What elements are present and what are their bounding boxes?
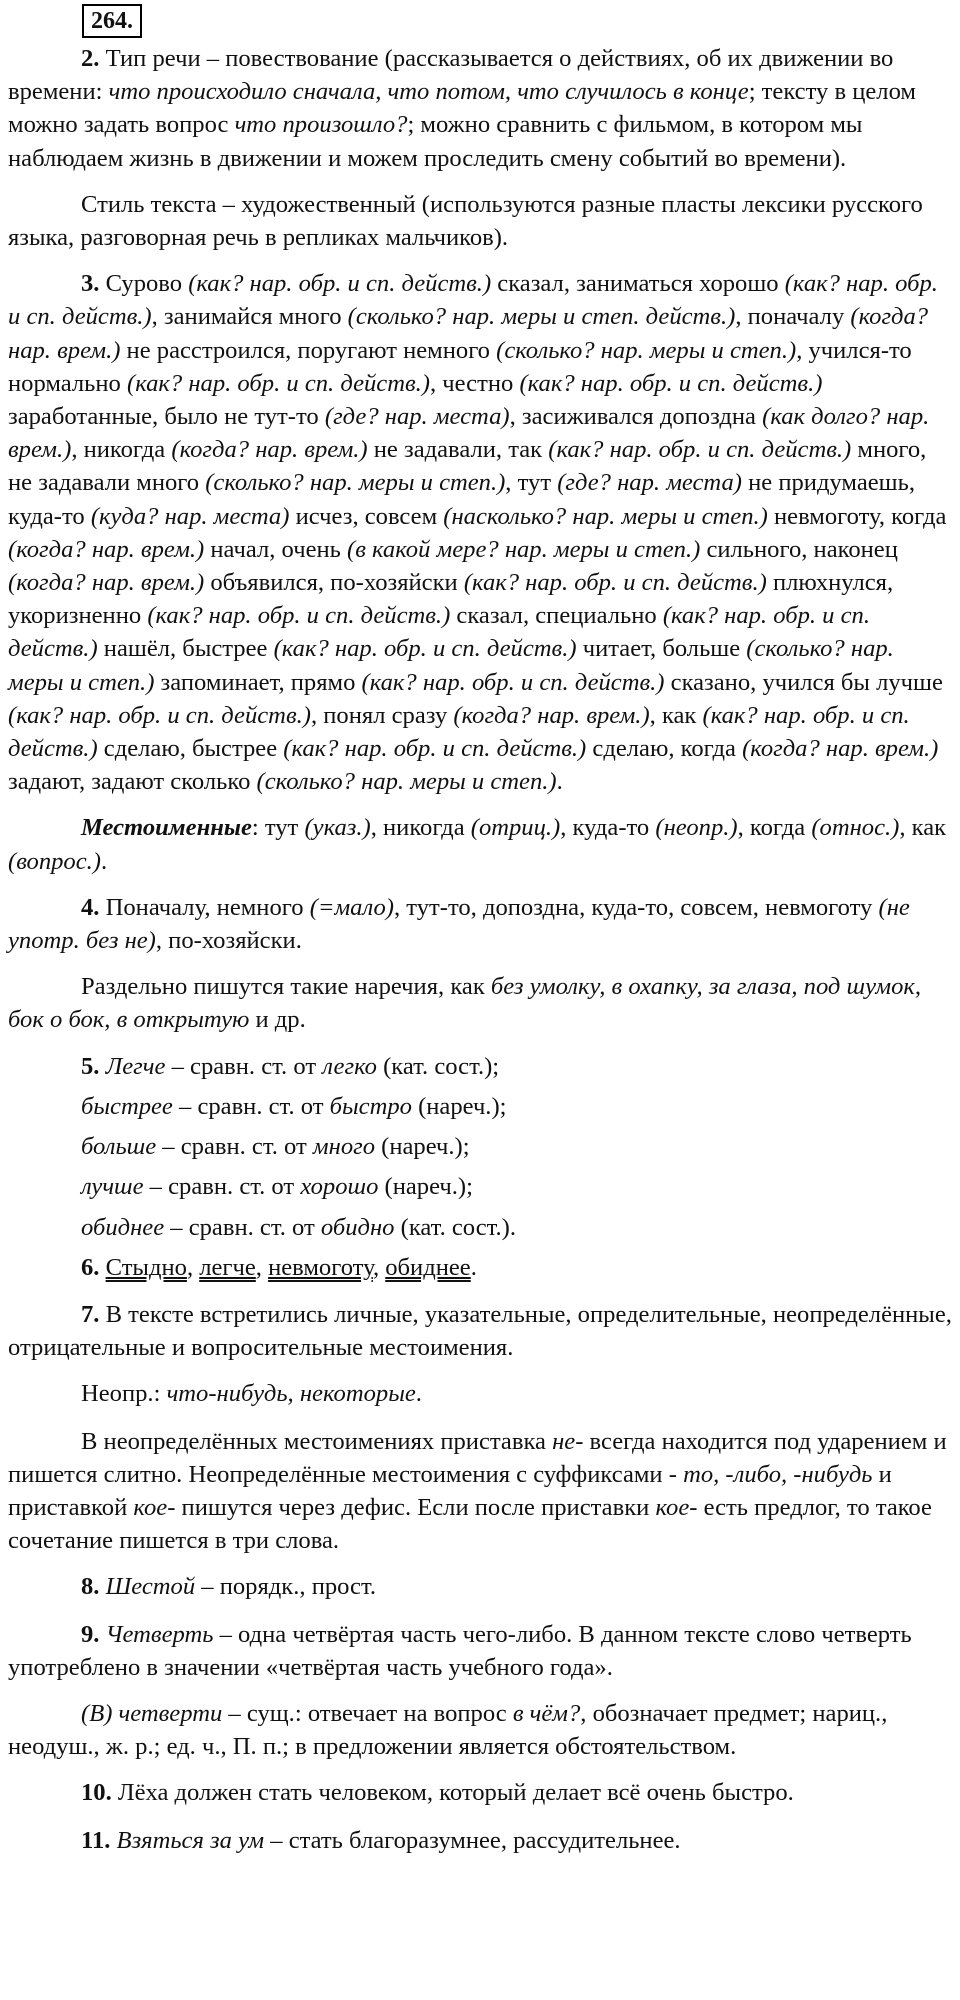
text-run: кое- [655, 1493, 698, 1521]
text-run: (как? нар. обр. и сп. действ.) [8, 270, 938, 331]
text-run: (когда? нар. врем.) [742, 735, 939, 763]
text-run: (сколько? нар. меры и степ.) [205, 469, 506, 497]
text-run: Легче [105, 1052, 166, 1080]
text-run: (В) четверти [81, 1699, 223, 1727]
text-run: невмоготу, когда [767, 502, 947, 530]
item-number: 7. [81, 1300, 100, 1328]
text-run: (когда? нар. врем.) [171, 436, 368, 464]
text-run: , [255, 1253, 269, 1281]
text-run: (как? нар. обр. и сп. действ.) [361, 668, 665, 696]
paragraph [8, 1251, 954, 1284]
text-run: (когда? нар. врем.) [8, 535, 205, 563]
paragraph [8, 1776, 954, 1809]
text-run: – порядк., прост. [195, 1573, 377, 1601]
answer-text [8, 42, 954, 1871]
text-run: Сурово [99, 270, 189, 298]
text-run: обиднее [385, 1253, 471, 1281]
text-run: запоминает, прямо [154, 668, 362, 696]
text-run: Четверть [105, 1620, 214, 1648]
text-run: не расстроился, поругают немного [120, 336, 497, 364]
text-run: (когда? нар. врем.) [453, 701, 650, 729]
text-run: (сколько? нар. меры и степ.) [496, 336, 797, 364]
text-run: (когда? нар. врем.) [8, 569, 205, 597]
text-run: (как? нар. обр. и сп. действ.) [147, 602, 451, 630]
text-run: (как? нар. обр. и сп. действ.) [519, 369, 823, 397]
text-run: обиднее [81, 1213, 165, 1241]
text-run: (=мало) [309, 893, 394, 921]
item-number: 5. [81, 1052, 100, 1080]
text-run: в чём? [512, 1699, 581, 1727]
text-run: пишутся через дефис. Если после приставки [175, 1493, 656, 1521]
text-run: сказано, учился бы лучше [664, 668, 943, 696]
paragraph [8, 42, 954, 175]
paragraph [8, 1130, 954, 1163]
text-run: , никогда [370, 814, 471, 842]
text-run: – сравн. ст. от [156, 1133, 313, 1161]
paragraph [8, 970, 954, 1036]
text-run: (как? нар. обр. и сп. действ.) [8, 602, 870, 663]
paragraph [8, 1211, 954, 1244]
text-run: , поначалу [735, 303, 851, 331]
paragraph [8, 1697, 954, 1763]
text-run: , тут [505, 469, 558, 497]
item-number: 3. [81, 270, 100, 298]
text-run: , честно [429, 369, 520, 397]
text-run: – сущ.: отвечает на вопрос [222, 1699, 513, 1727]
text-run: (как? нар. обр. и сп. действ.) [283, 735, 587, 763]
text-run: (как? нар. обр. и сп. действ.) [273, 635, 577, 663]
item-number: 11. [81, 1826, 111, 1854]
text-run: сильного, наконец [700, 535, 898, 563]
text-run: всегда находится под ударением и пишется слитно. Неопределённые местоимения с суффиксами - [8, 1427, 947, 1488]
text-run: заработанные, было не тут-то [8, 403, 325, 431]
text-run: невмоготу [268, 1253, 373, 1281]
item-number: 4. [81, 893, 100, 921]
text-run: (как? нар. обр. и сп. действ.) [127, 369, 430, 397]
text-run: (где? нар. места) [557, 469, 742, 497]
text-run: быстро [329, 1092, 412, 1120]
text-run: (как? нар. обр. и сп. действ.) [8, 701, 910, 763]
text-run: (как? нар. обр. и сп. действ.) [463, 569, 767, 597]
text-run: , [372, 1253, 386, 1281]
text-run: плюхнулся, укоризненно [8, 569, 894, 630]
text-run: начал, очень [204, 535, 348, 563]
text-run: , куда-то [560, 814, 656, 842]
text-run: лучше [81, 1173, 144, 1201]
item-number: 6. [81, 1253, 100, 1281]
text-run: В тексте встретились личные, указательные, определительные, неопределённые, отрицательные и вопросительные местоимения. [8, 1300, 952, 1362]
paragraph [8, 267, 954, 798]
text-run: (вопрос.) [8, 847, 101, 875]
text-run: (когда? нар. врем.) [8, 303, 929, 364]
text-run: Раздельно пишутся такие наречия, как [81, 973, 491, 1001]
text-run: (сколько? нар. меры и степ. действ.) [347, 303, 736, 331]
paragraph [8, 1170, 954, 1203]
text-run: сделаю, когда [586, 735, 743, 763]
text-run: не задавали, так [367, 436, 549, 464]
text-run: сказал, специально [450, 602, 663, 630]
task-number-box: 264. [82, 4, 142, 38]
text-run: , когда [737, 814, 812, 842]
paragraph [8, 1824, 954, 1857]
text-run: , никогда [71, 436, 172, 464]
text-run: , тут-то, допоздна, куда-то, совсем, невмоготу [393, 893, 879, 921]
paragraph [8, 1090, 954, 1123]
text-run: (как долго? нар. врем.) [8, 403, 930, 464]
item-number: 10. [81, 1779, 112, 1807]
text-run: . [470, 1253, 477, 1281]
item-number: 9. [81, 1620, 100, 1648]
text-run: ; тексту в целом можно задать вопрос [8, 78, 916, 139]
text-run: хорошо [300, 1173, 379, 1201]
paragraph [8, 811, 954, 877]
text-run: Лёха должен стать человеком, который делает всё очень быстро. [111, 1779, 794, 1807]
text-run: исчез, совсем [289, 502, 444, 530]
text-run: , [186, 1253, 200, 1281]
text-run: , как [649, 701, 703, 729]
text-run: обидно [320, 1213, 395, 1241]
text-run: (нареч.); [378, 1173, 473, 1201]
text-run: Местоименные [81, 814, 252, 842]
text-run: быстрее [81, 1092, 173, 1120]
text-run: (куда? нар. места) [90, 502, 290, 530]
text-run: . [415, 1380, 422, 1408]
text-run: (в какой мере? нар. меры и степ.) [347, 535, 701, 563]
text-run: Взяться за ум [116, 1826, 265, 1854]
text-run: объявился, по-хозяйски [204, 569, 464, 597]
text-run: (нареч.); [375, 1133, 470, 1161]
text-run: (кат. сост.). [394, 1213, 516, 1241]
text-run: не- [552, 1427, 584, 1455]
text-run: – сравн. ст. от [143, 1173, 301, 1201]
text-run: не придумаешь, куда-то [8, 469, 915, 530]
text-run: , по-хозяйски. [155, 927, 302, 955]
text-run: и приставкой [8, 1460, 892, 1521]
paragraph [8, 1570, 954, 1603]
text-run: (кат. сост.); [376, 1052, 500, 1080]
paragraph [8, 1425, 954, 1558]
text-run: Стиль текста – художественный (используются разные пласты лексики русского языка, разговорная речь в репликах мальчиков). [8, 190, 923, 252]
text-run: . [100, 847, 108, 875]
text-run: и др. [249, 1006, 306, 1034]
text-run: – одна четвёртая часть чего-либо. В данном тексте слово четверть употреблено в значении «четвёртая часть учебного года». [8, 1620, 912, 1681]
text-run: сделаю, быстрее [97, 735, 284, 763]
text-run: – сравн. ст. от [164, 1213, 321, 1241]
text-run: (как? нар. обр. и сп. действ.) [188, 270, 492, 298]
text-run: много, не задавали много [8, 436, 927, 497]
text-run: (указ.) [304, 814, 371, 842]
text-run: нашёл, быстрее [97, 635, 274, 663]
text-run: (сколько? нар. меры и степ.) [256, 768, 557, 796]
text-run: Поначалу, немного [99, 893, 310, 921]
text-run: (как? нар. обр. и сп. действ.) [8, 701, 311, 729]
text-run: , обозначает предмет; нариц., неодуш., ж. р.; ед. ч., П. п.; в предложении является обстоятельством. [8, 1699, 888, 1761]
text-run: Тип речи – повествование (рассказывается о действиях, об их движении во времени: [8, 45, 894, 106]
paragraph [8, 1050, 954, 1083]
text-run: задают, задают сколько [8, 768, 257, 796]
text-run: (сколько? нар. меры и степ.) [8, 635, 894, 696]
text-run: что произошло? [234, 111, 408, 139]
text-run: В неопределённых местоимениях приставка [81, 1427, 553, 1455]
text-run: легче [199, 1253, 256, 1281]
text-run: что-нибудь, некоторые [166, 1380, 416, 1408]
text-run: , занимайся много [151, 303, 348, 331]
text-run: (неопр.) [655, 814, 738, 842]
text-run: , как [899, 814, 947, 842]
text-run: легко [322, 1052, 377, 1080]
item-number: 8. [81, 1573, 100, 1601]
text-run: читает, больше [576, 635, 747, 663]
text-run: , учился-то нормально [8, 336, 912, 397]
text-run: (где? нар. места) [324, 403, 510, 431]
text-run: Шестой [105, 1573, 196, 1601]
text-run: больше [81, 1133, 157, 1161]
text-run: кое- [133, 1493, 176, 1521]
text-run: есть предлог, то такое сочетание пишется в три слова. [8, 1493, 932, 1555]
text-run: (не употр. без не) [8, 893, 910, 955]
text-run: Стыдно [105, 1253, 187, 1281]
text-run: – сравн. ст. от [165, 1052, 323, 1080]
text-run: что происходило сначала, что потом, что случилось в конце [108, 78, 749, 106]
paragraph [8, 1298, 954, 1364]
paragraph [8, 188, 954, 254]
text-run: . [556, 768, 563, 796]
item-number: 2. [81, 45, 100, 72]
text-run: Неопр.: [81, 1380, 167, 1408]
text-run: , засиживался допоздна [509, 403, 763, 431]
text-run: (насколько? нар. меры и степ.) [443, 502, 768, 530]
text-run: : тут [251, 814, 305, 842]
text-run: (как? нар. обр. и сп. действ.) [548, 436, 852, 464]
paragraph [8, 1377, 954, 1410]
text-run: ; можно сравнить с фильмом, в котором мы наблюдаем жизнь в движении и можем проследить смену событий во времени). [8, 111, 863, 172]
text-run: (относ.) [811, 814, 900, 842]
text-run: много [312, 1133, 376, 1161]
text-run: – стать благоразумнее, рассудительнее. [264, 1826, 681, 1854]
text-run: сказал, заниматься хорошо [491, 270, 785, 298]
paragraph [8, 891, 954, 957]
paragraph [8, 1618, 954, 1684]
text-run: (нареч.); [411, 1092, 507, 1120]
text-run: (отриц.) [470, 814, 561, 842]
text-run: , понял сразу [310, 701, 454, 729]
text-run: без умолку, в охапку, за глаза, под шумок, бок о бок, в открытую [8, 973, 922, 1034]
text-run: – сравн. ст. от [172, 1092, 330, 1120]
text-run: то, -либо, -нибудь [683, 1460, 873, 1488]
